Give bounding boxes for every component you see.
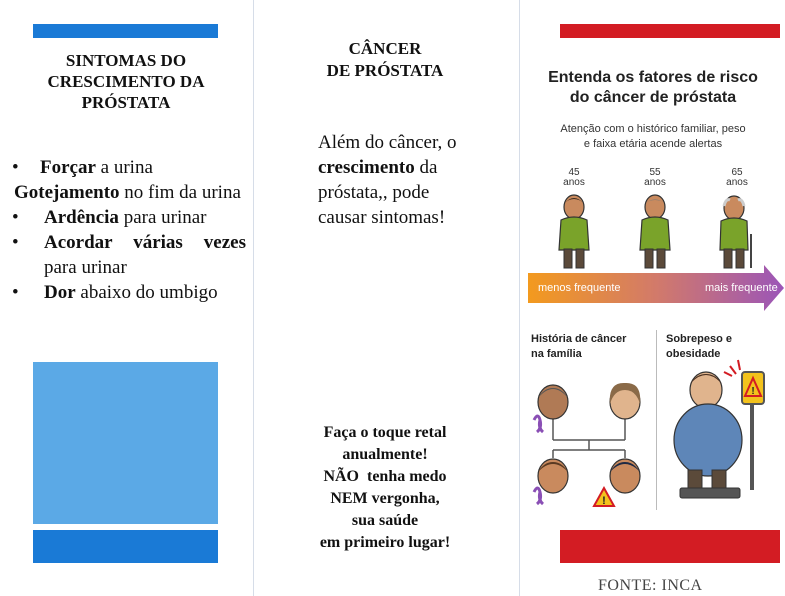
family-history-line-1: História de câncer — [531, 333, 627, 345]
svg-text:!: ! — [602, 495, 606, 507]
symptoms-title-line-1: SINTOMAS DO — [65, 51, 187, 70]
infographic-title-line-2: do câncer de próstata — [569, 89, 737, 106]
blue-image-box — [33, 362, 218, 524]
family-history-heading — [531, 332, 641, 362]
cta-line: em primeiro lugar! — [319, 534, 451, 551]
cta-line: NÃO tenha medo — [323, 468, 447, 485]
symptom-text: a urina — [95, 157, 153, 178]
cancer-title-line-2: DE PRÓSTATA — [326, 61, 444, 80]
cta-line: anualmente! — [342, 446, 428, 463]
symptom-item — [0, 180, 246, 205]
symptom-text: para urinar — [118, 207, 207, 228]
infographic-subtitle — [540, 122, 766, 152]
infographic-title — [528, 68, 778, 108]
symptom-bold: Dor — [44, 282, 76, 303]
man-65-icon — [716, 194, 756, 270]
bullet-icon: • — [12, 282, 19, 303]
overweight-heading: Sobrepeso e obesidade — [666, 333, 733, 360]
age-label-45 — [559, 168, 589, 188]
bullet-icon: • — [12, 232, 19, 253]
cancer-title-line-1: CÂNCER — [348, 39, 422, 58]
cta-line: Faça o toque retal — [323, 424, 447, 441]
symptom-text: para urinar — [44, 257, 127, 278]
overweight-man-icon — [664, 352, 780, 502]
red-footer-bar — [560, 530, 780, 563]
source-credit: FONTE: INCA — [598, 577, 703, 594]
blue-footer-bar — [33, 530, 218, 563]
symptom-item — [10, 230, 246, 280]
cta-line: sua saúde — [351, 512, 419, 529]
bullet-icon: • — [12, 157, 19, 178]
family-history-line-2: na família — [531, 348, 582, 360]
age-unit: anos — [644, 177, 666, 188]
symptom-bold: Gotejamento — [14, 182, 120, 203]
family-tree-icon — [528, 380, 658, 510]
bullet-icon: • — [12, 207, 19, 228]
age-number: 55 — [649, 167, 661, 178]
symptom-text: no fim da urina — [119, 182, 241, 203]
panel-divider-left — [253, 0, 254, 596]
panel-divider-right — [519, 0, 520, 596]
symptom-item — [10, 205, 246, 230]
red-header-bar — [560, 24, 780, 38]
subtitle-line-2: e faixa etária acende alertas — [583, 138, 723, 150]
symptoms-list — [10, 155, 246, 305]
subtitle-line-1: Atenção com o histórico familiar, peso — [560, 123, 746, 135]
symptom-item — [10, 280, 246, 305]
svg-text:!: ! — [751, 386, 755, 397]
more-frequent-label: mais frequente — [705, 282, 778, 294]
symptom-bold: Acordar várias vezes — [44, 232, 246, 253]
man-45-icon — [556, 194, 592, 270]
symptoms-title-line-2: CRESCIMENTO DA — [47, 72, 205, 91]
intro-part-1: Além do câncer, o — [318, 132, 457, 153]
symptom-bold: Forçar — [40, 157, 96, 178]
infographic-title-line-1: Entenda os fatores de risco — [548, 69, 758, 86]
cancer-title — [290, 38, 480, 82]
age-label-65 — [722, 168, 752, 188]
age-label-55 — [640, 168, 670, 188]
age-number: 65 — [731, 167, 743, 178]
man-55-icon — [637, 194, 673, 270]
call-to-action — [292, 422, 478, 554]
intro-text — [318, 130, 468, 230]
age-unit: anos — [563, 177, 585, 188]
age-number: 45 — [568, 167, 580, 178]
intro-bold: crescimento — [318, 157, 415, 178]
symptoms-title — [28, 50, 224, 113]
symptoms-title-line-3: PRÓSTATA — [81, 93, 171, 112]
less-frequent-label: menos frequente — [538, 282, 621, 294]
symptom-bold: Ardência — [44, 207, 119, 228]
age-unit: anos — [726, 177, 748, 188]
intro-part-2: da próstata,, pode causar sintomas! — [318, 157, 446, 228]
cta-line: NEM vergonha, — [330, 490, 440, 507]
symptom-text: abaixo do umbigo — [75, 282, 218, 303]
blue-header-bar — [33, 24, 218, 38]
symptom-item — [10, 155, 246, 180]
